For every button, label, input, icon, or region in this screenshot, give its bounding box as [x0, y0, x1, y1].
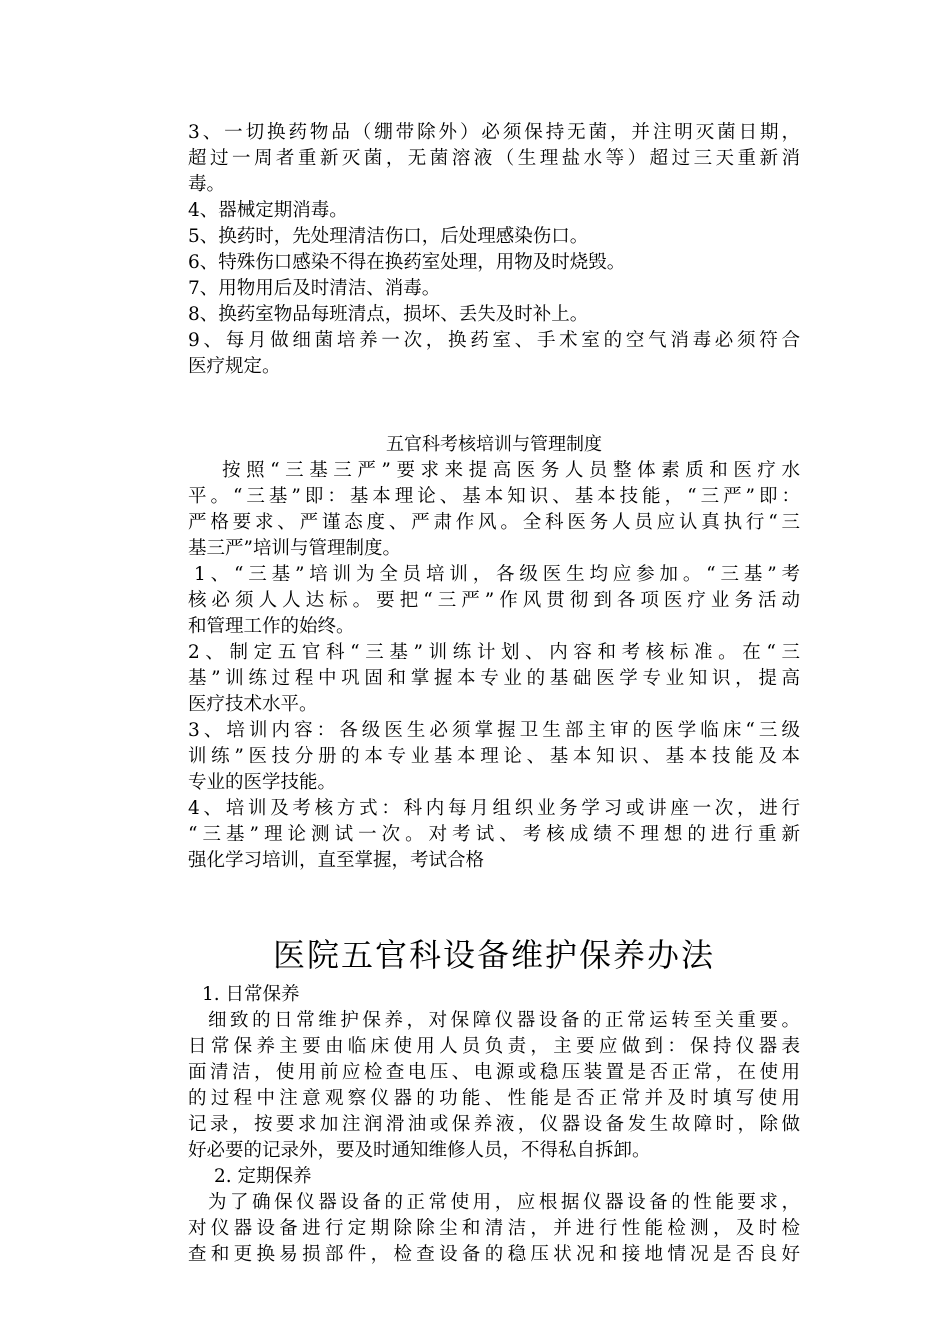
paragraph-line: 查和更换易损部件，检查设备的稳压状况和接地情况是否良好 — [188, 1244, 800, 1265]
rule-line: 毒。 — [188, 174, 226, 195]
paragraph-line: 记录，按要求加注润滑油或保养液，仪器设备发生故障时，除做 — [188, 1114, 800, 1135]
paragraph-line: 按照“三基三严”要求来提高医务人员整体素质和医疗水 — [222, 460, 800, 481]
paragraph-line: 基”训练过程中巩固和掌握本专业的基础医学专业知识，提高 — [188, 668, 800, 689]
rule-line: 5、换药时，先处理清洁伤口，后处理感染伤口。 — [188, 226, 589, 247]
paragraph-line: 面清洁，使用前应检查电压、电源或稳压装置是否正常，在使用 — [188, 1062, 800, 1083]
paragraph-line: 的过程中注意观察仪器的功能、性能是否正常并及时填写使用 — [188, 1088, 800, 1109]
paragraph-line: 为了确保仪器设备的正常使用，应根据仪器设备的性能要求， — [208, 1192, 800, 1213]
document-body — [188, 120, 800, 1268]
rule-line: 9、每月做细菌培养一次，换药室、手术室的空气消毒必须符合 — [188, 330, 800, 351]
subheading-periodic: 2. 定期保养 — [214, 1166, 312, 1187]
section-gap — [188, 874, 800, 930]
paragraph-line: 平。“三基”即：基本理论、基本知识、基本技能，“三严”即： — [188, 486, 800, 507]
section-title: 五官科考核培训与管理制度 — [386, 434, 602, 455]
rule-line: 医疗规定。 — [188, 356, 281, 377]
paragraph-line: 日常保养主要由临床使用人员负责，主要应做到：保持仪器表 — [188, 1036, 800, 1057]
paragraph-line: 2、制定五官科“三基”训练计划、内容和考核标准。在“三 — [188, 642, 800, 663]
rule-line: 6、特殊伤口感染不得在换药室处理，用物及时烧毁。 — [188, 252, 626, 273]
paragraph-line: 细致的日常维护保养，对保障仪器设备的正常运转至关重要。 — [208, 1010, 800, 1031]
paragraph-line: 医疗技术水平。 — [188, 694, 318, 715]
paragraph-line: 基三严”培训与管理制度。 — [188, 538, 401, 559]
paragraph-line: “三基”理论测试一次。对考试、考核成绩不理想的进行重新 — [188, 824, 800, 845]
main-heading: 医院五官科设备维护保养办法 — [272, 936, 715, 974]
paragraph-line: 专业的医学技能。 — [188, 772, 337, 793]
paragraph-line: 好必要的记录外，要及时通知维修人员，不得私自拆卸。 — [188, 1140, 651, 1161]
paragraph-line: 和管理工作的始终。 — [188, 616, 355, 637]
rule-line: 超过一周者重新灭菌，无菌溶液（生理盐水等）超过三天重新消 — [188, 148, 800, 169]
paragraph-line: 强化学习培训，直至掌握，考试合格 — [188, 850, 485, 871]
rule-line: 7、用物用后及时清洁、消毒。 — [188, 278, 441, 299]
rule-line: 4、器械定期消毒。 — [188, 200, 348, 221]
rule-line: 8、换药室物品每班清点，损坏、丢失及时补上。 — [188, 304, 589, 325]
paragraph-line: 3、培训内容：各级医生必须掌握卫生部主审的医学临床“三级 — [188, 720, 800, 741]
paragraph-line: 对仪器设备进行定期除除尘和清洁，并进行性能检测，及时检 — [188, 1218, 800, 1239]
paragraph-line: 1、“三基”培训为全员培训，各级医生均应参加。“三基”考 — [194, 564, 800, 585]
paragraph-line: 4、培训及考核方式：科内每月组织业务学习或讲座一次，进行 — [188, 798, 800, 819]
paragraph-line: 训练”医技分册的本专业基本理论、基本知识、基本技能及本 — [188, 746, 800, 767]
training-section — [188, 432, 800, 874]
subheading-daily: 1. 日常保养 — [202, 984, 300, 1005]
section-gap — [188, 380, 800, 432]
dressing-room-rules — [188, 120, 800, 380]
paragraph-line: 核必须人人达标。要把“三严”作风贯彻到各项医疗业务活动 — [188, 590, 800, 611]
rule-line: 3、一切换药物品（绷带除外）必须保持无菌，并注明灭菌日期， — [188, 122, 800, 143]
paragraph-line: 严格要求、严谨态度、严肃作风。全科医务人员应认真执行“三 — [188, 512, 800, 533]
equipment-section — [188, 932, 800, 1268]
